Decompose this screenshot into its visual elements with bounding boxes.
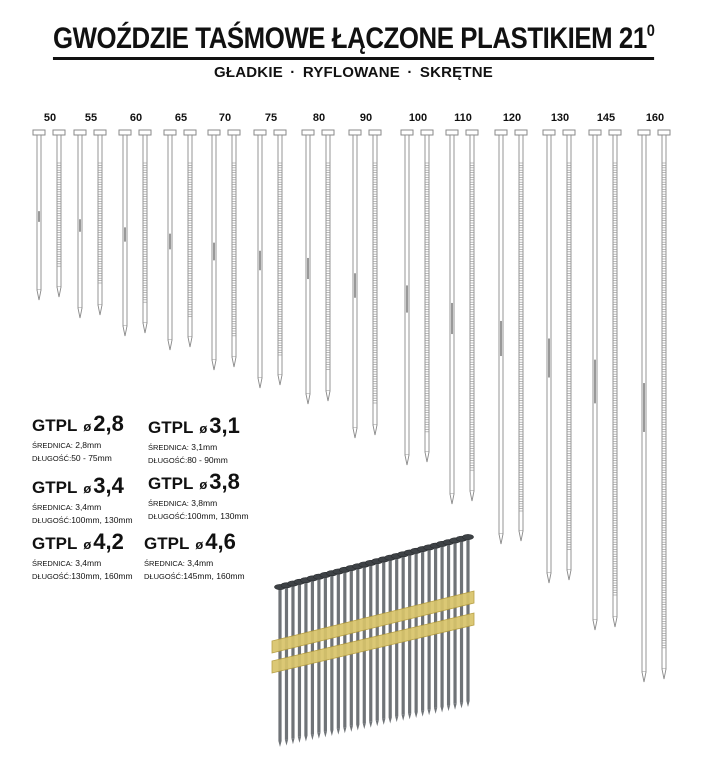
- nail-head: [184, 130, 196, 135]
- diameter-label: ŚREDNICA:: [148, 499, 189, 508]
- nail-strip-image: [262, 525, 482, 757]
- strip-nail-tip: [285, 740, 288, 746]
- nail-head: [421, 130, 433, 135]
- strip-nail-tip: [311, 734, 314, 740]
- subtitle-separator: ·: [407, 64, 413, 81]
- strip-nail-tip: [291, 738, 294, 744]
- strip-nail-tip: [356, 724, 359, 730]
- length-label: DŁUGOŚĆ:: [32, 454, 72, 463]
- smooth-nail-90: [349, 130, 361, 438]
- nail-head: [164, 130, 176, 135]
- nail-head: [74, 130, 86, 135]
- nail-head: [53, 130, 65, 135]
- length-label-145: 145: [596, 112, 616, 124]
- strip-nail-tip: [324, 731, 327, 737]
- nail-head: [369, 130, 381, 135]
- nail-head: [609, 130, 621, 135]
- diameter-label: ŚREDNICA:: [148, 443, 189, 452]
- strip-nail-tip: [389, 718, 392, 724]
- spec-block-4-2: [32, 530, 133, 583]
- spec-name: GTPL: [32, 416, 78, 435]
- ribbed-nail-65: [184, 130, 196, 347]
- nail-tip: [373, 425, 377, 435]
- strip-nail-tip: [330, 730, 333, 736]
- smooth-nail-80: [302, 130, 314, 404]
- strip-nail-tip: [343, 727, 346, 733]
- spec-block-2-8: [32, 412, 124, 465]
- nail-shank: [425, 135, 429, 452]
- spec-value: 3,8: [209, 469, 240, 494]
- nail-shank: [662, 135, 666, 669]
- diameter-value: 2,8mm: [75, 440, 102, 450]
- strip-nail-head: [463, 534, 474, 539]
- nail-head: [401, 130, 413, 135]
- spec-block-3-4: [32, 474, 133, 527]
- length-value: 50 - 75mm: [71, 453, 112, 463]
- nail-tip: [499, 534, 503, 544]
- nail-tip: [519, 531, 523, 541]
- length-label-65: 65: [174, 112, 188, 124]
- diameter-label: ŚREDNICA:: [32, 559, 73, 568]
- nail-tip: [37, 290, 41, 300]
- ribbed-nail-145: [609, 130, 621, 627]
- nail-tip: [168, 340, 172, 350]
- length-label-60: 60: [129, 112, 143, 124]
- nail-tip: [188, 337, 192, 347]
- strip-nail-tip: [369, 722, 372, 728]
- nail-head: [589, 130, 601, 135]
- nail-head: [274, 130, 286, 135]
- nail-head: [495, 130, 507, 135]
- diameter-value: 3,4mm: [75, 558, 102, 568]
- strip-nail-tip: [278, 741, 281, 747]
- strip-nail-tip: [402, 715, 405, 721]
- subtitle-twisted: SKRĘTNE: [419, 64, 493, 81]
- nail-tip: [662, 669, 666, 679]
- title-main: GWOŹDZIE TAŚMOWE ŁĄCZONE PLASTIKIEM 21: [52, 22, 647, 55]
- nail-tip: [306, 394, 310, 404]
- nail-head: [139, 130, 151, 135]
- nail-tip: [258, 378, 262, 388]
- nail-head: [33, 130, 45, 135]
- diameter-symbol: ø: [83, 419, 92, 434]
- diameter-label: ŚREDNICA:: [144, 559, 185, 568]
- length-value: 130mm, 160mm: [71, 571, 133, 581]
- diameter-value: 3,4mm: [187, 558, 214, 568]
- strip-nail-tip: [460, 702, 463, 708]
- diameter-value: 3,4mm: [75, 502, 102, 512]
- nail-head: [94, 130, 106, 135]
- strip-nail-tip: [421, 711, 424, 717]
- spec-block-4-6: [144, 530, 245, 583]
- spec-name: GTPL: [144, 534, 190, 553]
- subtitle-ribbed: RYFLOWANE: [302, 64, 400, 81]
- subtitle-smooth: GŁADKIE: [214, 64, 283, 81]
- length-label: DŁUGOŚĆ:: [148, 512, 188, 521]
- smooth-nail-75: [254, 130, 266, 388]
- smooth-nail-130: [543, 130, 555, 583]
- nail-tip: [567, 570, 571, 580]
- ribbed-nail-60: [139, 130, 151, 333]
- ribbed-nail-160: [658, 130, 670, 679]
- nail-tip: [450, 494, 454, 504]
- length-label-50: 50: [43, 112, 57, 124]
- ribbed-nail-50: [53, 130, 65, 297]
- nail-tip: [642, 672, 646, 682]
- strip-nail-tip: [382, 719, 385, 725]
- length-value: 100mm, 130mm: [187, 511, 249, 521]
- length-label-100: 100: [408, 112, 428, 124]
- strip-nail-tip: [395, 716, 398, 722]
- diameter-symbol: ø: [83, 537, 92, 552]
- length-label-120: 120: [502, 112, 522, 124]
- diameter-value: 3,1mm: [191, 442, 218, 452]
- nail-head: [638, 130, 650, 135]
- nail-tip: [470, 491, 474, 501]
- strip-nail-tip: [440, 707, 443, 713]
- nail-head: [349, 130, 361, 135]
- length-value: 80 - 90mm: [187, 455, 228, 465]
- title-degree: 0: [646, 21, 655, 40]
- nail-tip: [593, 620, 597, 630]
- nail-tip: [143, 323, 147, 333]
- length-label-130: 130: [550, 112, 570, 124]
- length-label-55: 55: [84, 112, 98, 124]
- spec-name: GTPL: [148, 418, 194, 437]
- length-label: DŁUGOŚĆ:: [32, 516, 72, 525]
- strip-nail-tip: [337, 729, 340, 735]
- ribbed-nail-130: [563, 130, 575, 580]
- length-value: 145mm, 160mm: [183, 571, 245, 581]
- diameter-symbol: ø: [83, 481, 92, 496]
- length-value: 100mm, 130mm: [71, 515, 133, 525]
- spec-name: GTPL: [32, 534, 78, 553]
- diameter-value: 3,8mm: [191, 498, 218, 508]
- nail-tip: [425, 452, 429, 462]
- nail-tip: [57, 287, 61, 297]
- ribbed-nail-100: [421, 130, 433, 462]
- strip-nail-tip: [408, 713, 411, 719]
- ribbed-nail-110: [466, 130, 478, 501]
- nail-head: [119, 130, 131, 135]
- spec-value: 3,1: [209, 413, 240, 438]
- length-label-90: 90: [359, 112, 373, 124]
- spec-value: 4,6: [205, 529, 236, 554]
- diameter-symbol: ø: [199, 421, 208, 436]
- nail-tip: [613, 617, 617, 627]
- diameter-label: ŚREDNICA:: [32, 441, 73, 450]
- spec-block-3-8: [148, 470, 249, 523]
- nail-tip: [547, 573, 551, 583]
- length-label-160: 160: [645, 112, 665, 124]
- strip-nail-tip: [376, 720, 379, 726]
- nail-shank: [98, 135, 102, 305]
- spec-name: GTPL: [148, 474, 194, 493]
- strip-nail-tip: [434, 708, 437, 714]
- spec-value: 3,4: [93, 473, 124, 498]
- strip-nail-tip: [415, 712, 418, 718]
- smooth-nail-160: [638, 130, 650, 682]
- strip-nail-tip: [453, 704, 456, 710]
- spec-value: 4,2: [93, 529, 124, 554]
- smooth-nail-120: [495, 130, 507, 544]
- nail-head: [563, 130, 575, 135]
- subtitle-separator: ·: [290, 64, 296, 81]
- nail-head: [208, 130, 220, 135]
- nail-shank: [470, 135, 474, 491]
- smooth-nail-110: [446, 130, 458, 504]
- nail-tip: [405, 455, 409, 465]
- ribbed-nail-90: [369, 130, 381, 435]
- length-label: DŁUGOŚĆ:: [32, 572, 72, 581]
- length-label: DŁUGOŚĆ:: [144, 572, 184, 581]
- strip-nail-tip: [466, 701, 469, 707]
- nail-tip: [123, 326, 127, 336]
- length-label-75: 75: [264, 112, 278, 124]
- smooth-nail-100: [401, 130, 413, 465]
- spec-name: GTPL: [32, 478, 78, 497]
- nail-head: [446, 130, 458, 135]
- smooth-nail-145: [589, 130, 601, 630]
- length-label-70: 70: [218, 112, 232, 124]
- nail-tip: [326, 391, 330, 401]
- spec-value: 2,8: [93, 411, 124, 436]
- ribbed-nail-75: [274, 130, 286, 385]
- nail-shank: [278, 135, 282, 375]
- ribbed-nail-70: [228, 130, 240, 367]
- ribbed-nail-55: [94, 130, 106, 315]
- nail-head: [228, 130, 240, 135]
- nail-head: [515, 130, 527, 135]
- strip-nail-tip: [298, 737, 301, 743]
- strip-nail-tip: [428, 709, 431, 715]
- nail-tip: [232, 357, 236, 367]
- strip-nail-tip: [317, 733, 320, 739]
- nail-head: [466, 130, 478, 135]
- diameter-label: ŚREDNICA:: [32, 503, 73, 512]
- nail-tip: [98, 305, 102, 315]
- nail-head: [658, 130, 670, 135]
- spec-block-3-1: [148, 414, 240, 467]
- strip-nail-tip: [447, 705, 450, 711]
- nail-tip: [212, 360, 216, 370]
- diameter-symbol: ø: [199, 477, 208, 492]
- smooth-nail-60: [119, 130, 131, 336]
- smooth-nail-50: [33, 130, 45, 300]
- nail-head: [302, 130, 314, 135]
- ribbed-nail-120: [515, 130, 527, 541]
- ribbed-nail-80: [322, 130, 334, 401]
- smooth-nail-65: [164, 130, 176, 350]
- nail-tip: [353, 428, 357, 438]
- strip-nail-tip: [363, 723, 366, 729]
- length-label: DŁUGOŚĆ:: [148, 456, 188, 465]
- strip-nail-tip: [304, 735, 307, 741]
- smooth-nail-70: [208, 130, 220, 370]
- smooth-nail-55: [74, 130, 86, 318]
- length-label-110: 110: [454, 112, 472, 124]
- nail-head: [254, 130, 266, 135]
- strip-nail-tip: [350, 726, 353, 732]
- length-label-80: 80: [312, 112, 326, 124]
- nail-head: [543, 130, 555, 135]
- nail-head: [322, 130, 334, 135]
- nail-tip: [278, 375, 282, 385]
- nail-tip: [78, 308, 82, 318]
- diameter-symbol: ø: [195, 537, 204, 552]
